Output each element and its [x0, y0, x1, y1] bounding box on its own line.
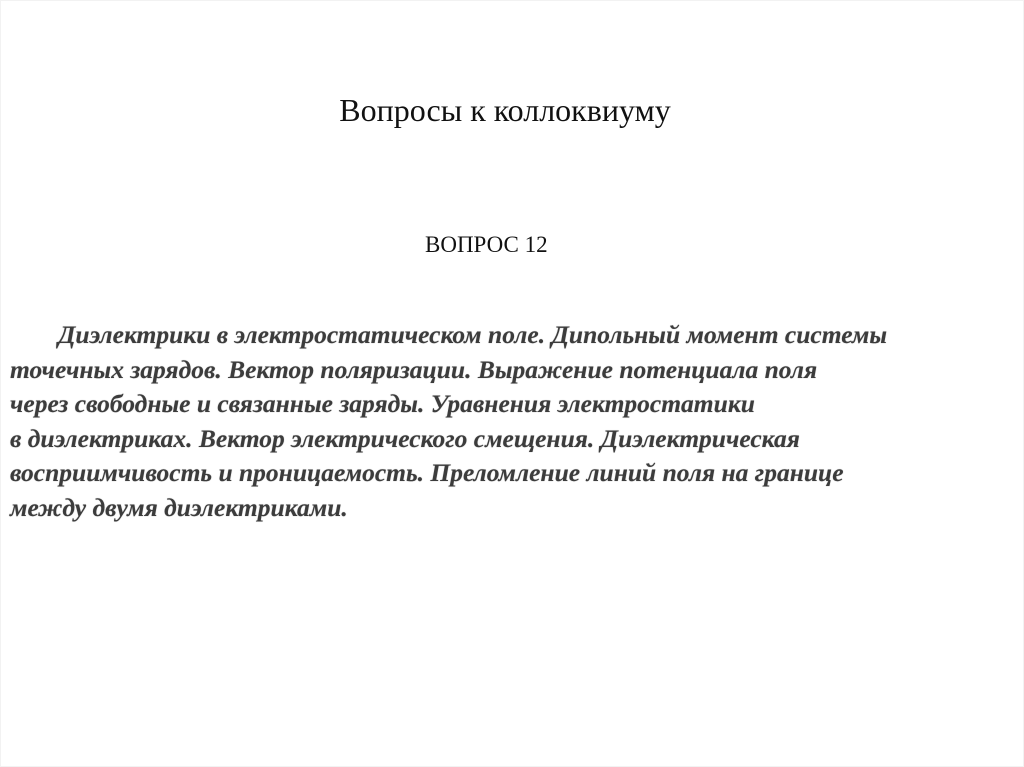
- question-text: [10, 318, 1015, 525]
- question-line: через свободные и связанные заряды. Уравнения электростатики: [10, 389, 755, 418]
- question-line: Диэлектрики в электростатическом поле. Дипольный момент системы: [58, 320, 888, 349]
- question-line: в диэлектриках. Вектор электрического смещения. Диэлектрическая: [10, 423, 800, 453]
- slide-title: Вопросы к коллоквиуму: [339, 92, 671, 128]
- question-line: восприимчивость и проницаемость. Преломление линий поля на границе: [10, 458, 844, 487]
- question-number: ВОПРОС 12: [425, 232, 548, 257]
- question-line: между двумя диэлектриками.: [10, 492, 348, 522]
- question-line: точечных зарядов. Вектор поляризации. Выражение потенциала поля: [10, 354, 818, 384]
